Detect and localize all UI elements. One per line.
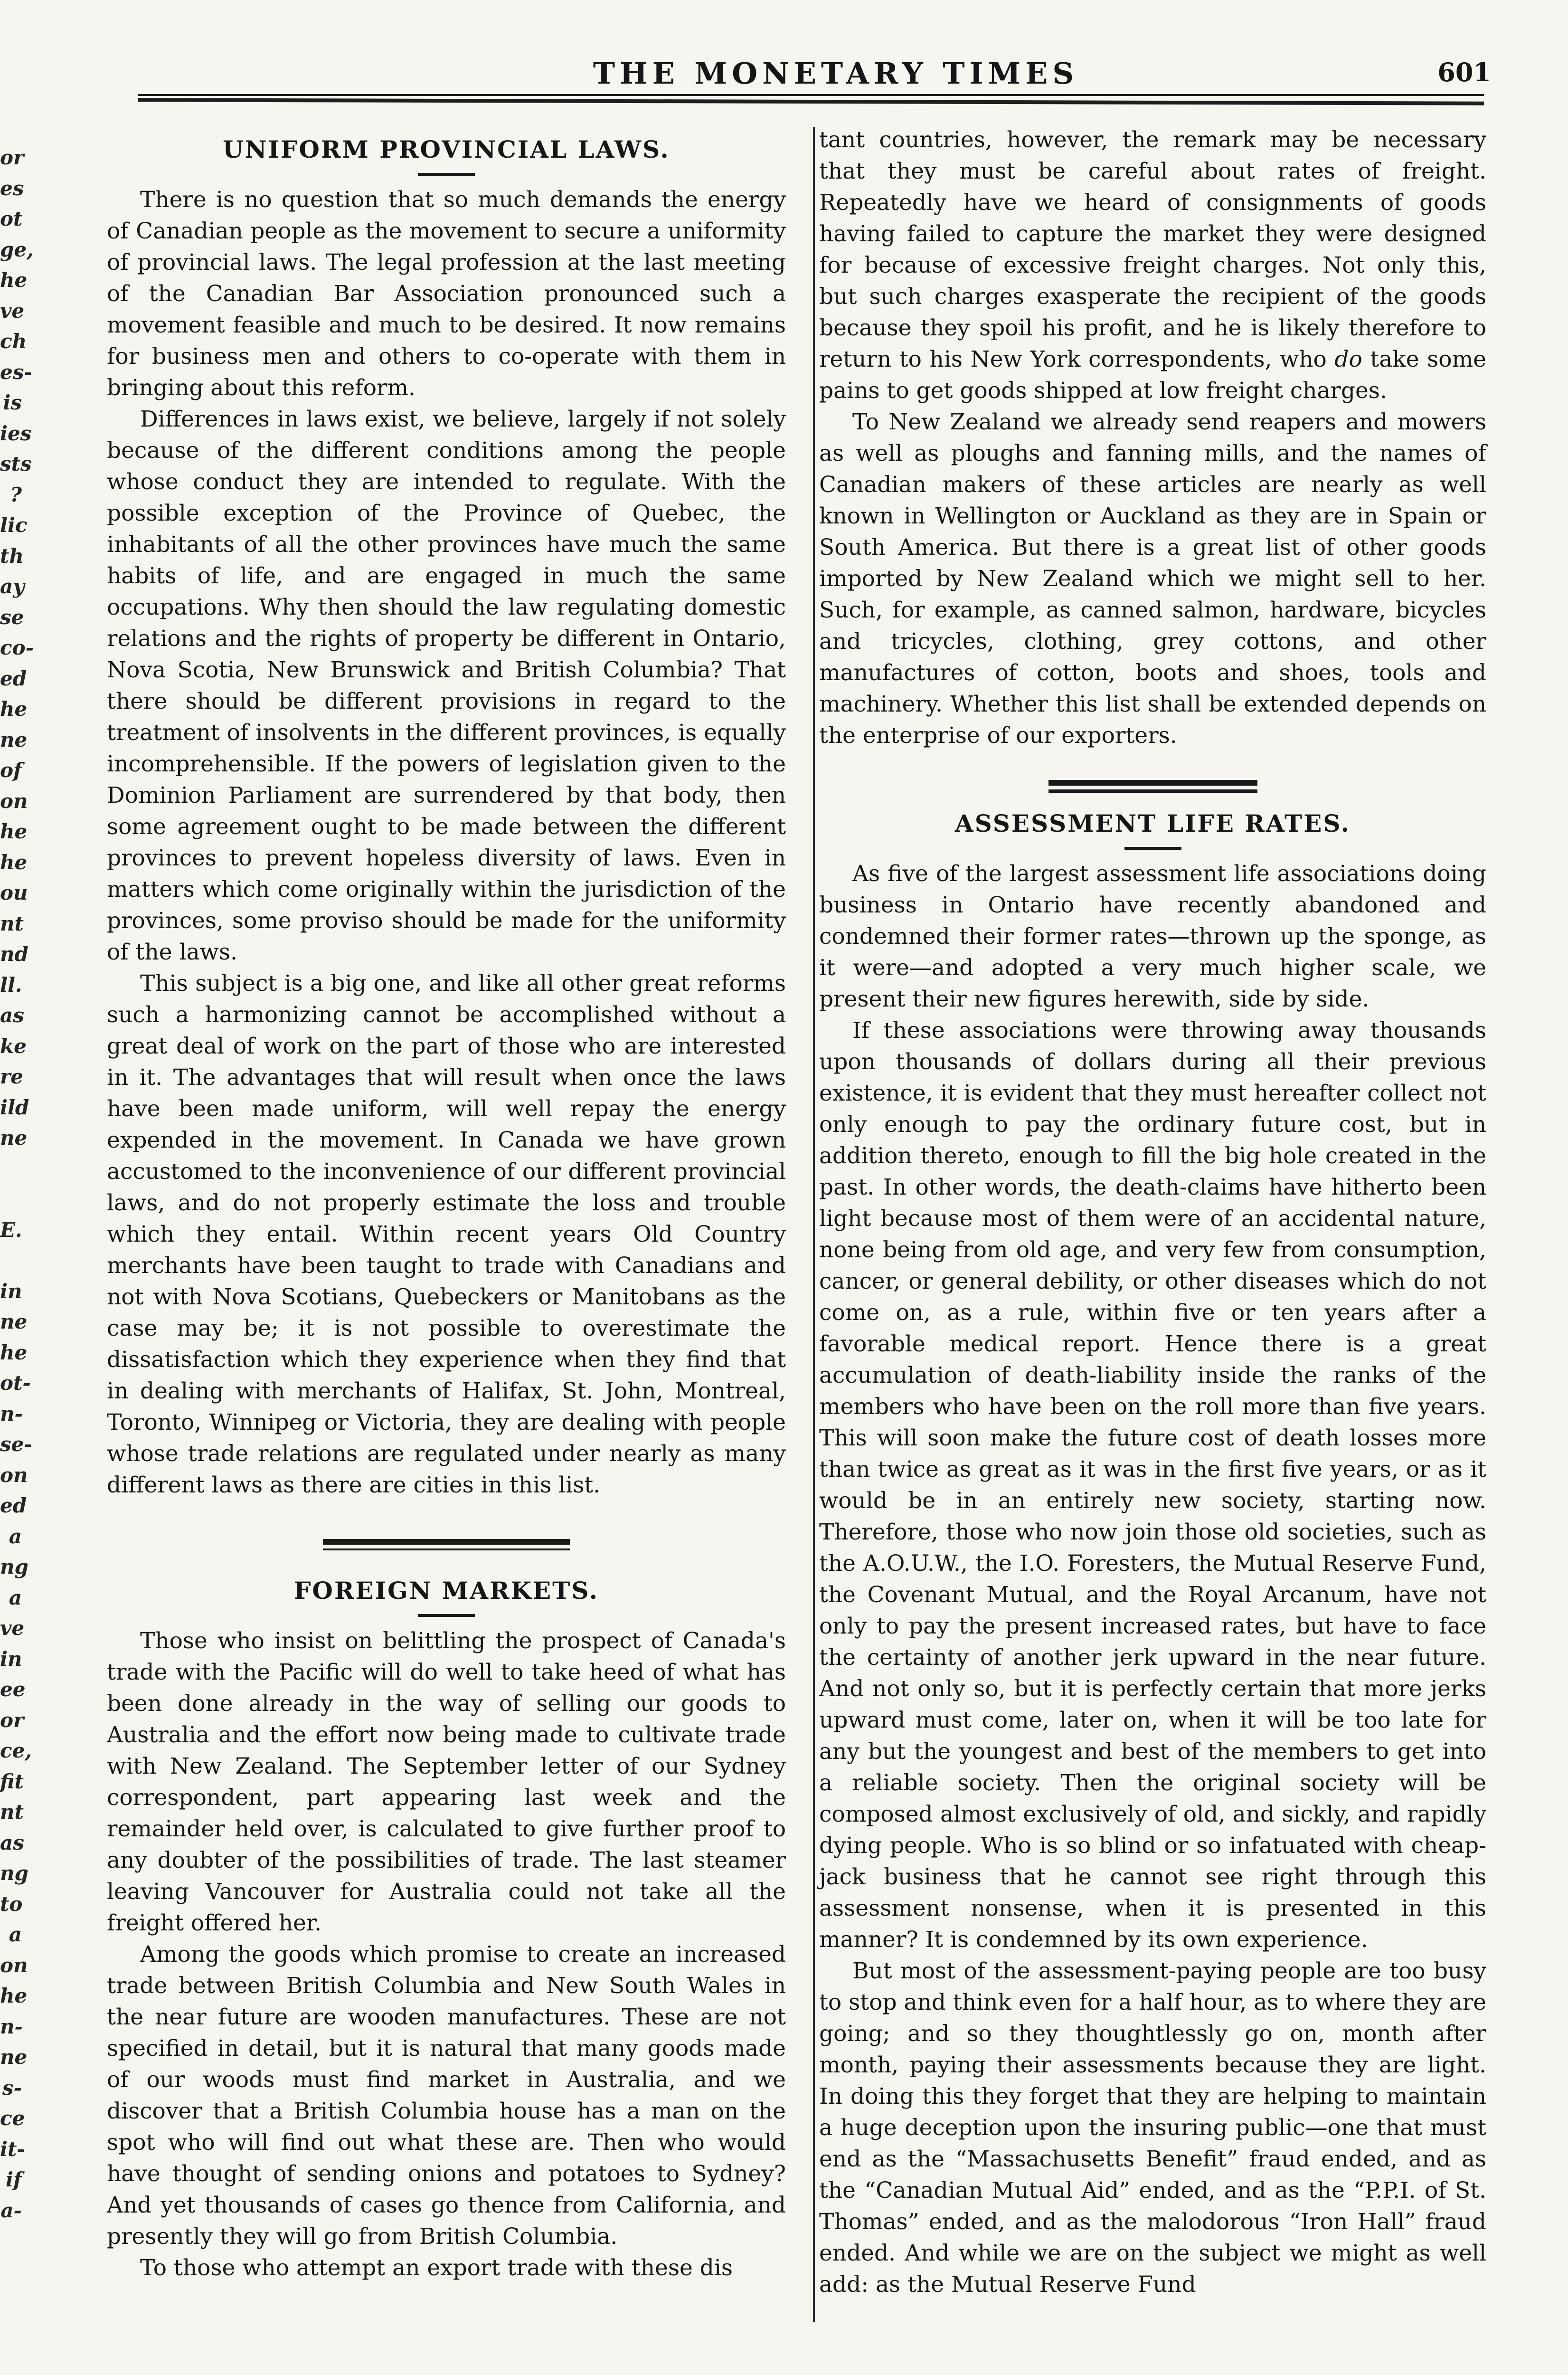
fragment-text: ay bbox=[0, 575, 25, 598]
foreign-markets-paragraph-new-zealand: To New Zealand we already send reapers and mowers as well as ploughs and fanning mills, and the names of Canadian makers of these articles are nearly as well known in Wellington or Auckland as they are in Spain or South America. But there is a great list of other goods imported by New Zealand which we might sell to her. Such, for example, as canned salmon, hardware, bicycles and tricycles, clothing, grey cottons, and other manufactures of cotton, boots and shoes, tools and machinery. Whether this list shall be extended depends on the enterprise of our exporters. bbox=[819, 409, 1486, 749]
fragment-text: as bbox=[0, 1004, 24, 1027]
fragment-text bbox=[0, 1184, 22, 1215]
fragment-text: on bbox=[0, 1953, 28, 1977]
section-divider bbox=[323, 1539, 570, 1550]
foreign-markets-paragraph-2: Among the goods which promise to create an increased trade between British Columbia and New South Wales in the near future are wooden manufactures. These are not specified in detail, but it is natural that many goods made of our woods must find market in Australia, and we discover that a British Columbia house has a man on the spot who will find out what these are. Then who would have thought of sending onions and potatoes to Sydney? And yet thousands of cases go thence from California, and presently they will go from British Columbia. bbox=[107, 1941, 786, 2250]
foreign-markets-heading: FOREIGN MARKETS. bbox=[293, 1577, 599, 1605]
foreign-markets-paragraph-3: To those who attempt an export trade with these dis bbox=[140, 2255, 733, 2281]
fragment-text: ke bbox=[0, 1034, 27, 1058]
fragment-text: re bbox=[0, 1065, 23, 1088]
fragment-text: a bbox=[9, 1524, 22, 1548]
fragment-text: ies bbox=[0, 421, 32, 445]
heading-rule bbox=[1124, 847, 1181, 850]
fragment-text: if bbox=[5, 2168, 22, 2191]
fragment-text: nt bbox=[0, 912, 24, 935]
fragment-text: n- bbox=[0, 1402, 23, 1425]
fragment-text: he bbox=[0, 850, 28, 874]
fragment-text: es- bbox=[0, 360, 32, 384]
assessment-paragraph-1: As five of the largest assessment life associations doing business in Ontario have recently abandoned and condemned their former rates—thrown up the sponge, as it were—and adopted a very much higher scale, we present their new figures herewith, side by side. bbox=[819, 861, 1486, 1012]
fragment-text: ild bbox=[0, 1095, 29, 1119]
fragment-text: th bbox=[0, 544, 24, 568]
fragment-text: or bbox=[0, 146, 24, 169]
fragment-text: ou bbox=[0, 881, 28, 904]
fragment-text: in bbox=[0, 1647, 22, 1671]
uniform-laws-paragraph-3: This subject is a big one, and like all other great reforms such a harmonizing cannot be accomplished without a great deal of work on the part of those who are interested in it. The advantages that will result when once the laws have been made uniform, will well repay the energy expended in the movement. In Canada we have grown accustomed to the inconvenience of our different provincial laws, and do not properly estimate the loss and trouble which they entail. Within recent years Old Country merchants have been taught to trade with Canadians and not with Nova Scotians, Quebeckers or Manitobans as the case may be; it is not possible to overestimate the dissatisfaction which they experience when they find that in dealing with merchants of Halifax, St. John, Montreal, Toronto, Winnipeg or Victoria, they are dealing with people whose trade relations are regulated under nearly as many different laws as there are cities in this list. bbox=[107, 970, 786, 1498]
fragment-text: s- bbox=[2, 2076, 22, 2100]
header-rule-thin bbox=[138, 94, 1484, 96]
fragment-text: ne bbox=[0, 1126, 28, 1150]
fragment-text: he bbox=[0, 1984, 28, 2007]
fragment-text: ve bbox=[0, 1616, 25, 1640]
fragment-text: se bbox=[0, 605, 24, 629]
fragment-text: ot bbox=[0, 207, 23, 230]
fragment-text: a bbox=[9, 1923, 22, 1946]
fragment-text: ed bbox=[0, 666, 27, 690]
fragment-text: fit bbox=[0, 1769, 24, 1793]
fragment-text: ce, bbox=[0, 1739, 32, 1762]
foreign-markets-continued-paragraph: tant countries, however, the remark may be necessary that they must be careful about rates of freight. Repeatedly have we heard of consignments of goods having failed to capture the market they were designed for because of excessive freight charges. Not only this, but such charges exasperate the recipient of the goods because they spoil his profit, and he is likely therefore to return to his New York correspondents, who do take some pains to get goods shipped at low freight charges. bbox=[819, 127, 1486, 404]
fragment-text: he bbox=[0, 697, 28, 721]
fragment-text: he bbox=[0, 268, 28, 292]
fragment-text: on bbox=[0, 1463, 28, 1487]
page-header-title: THE MONETARY TIMES bbox=[593, 56, 1079, 91]
fragment-text: a bbox=[9, 1586, 22, 1609]
fragment-text: co- bbox=[0, 636, 34, 659]
fragment-text: ce bbox=[0, 2107, 25, 2130]
fragment-text: E. bbox=[0, 1218, 22, 1242]
fragment-text: ? bbox=[10, 483, 22, 506]
fragment-text: ne bbox=[0, 1310, 28, 1333]
right-column bbox=[819, 124, 1486, 2300]
fragment-text: nt bbox=[0, 1800, 24, 1824]
uniform-laws-heading: UNIFORM PROVINCIAL LAWS. bbox=[223, 135, 670, 163]
fragment-text: ng bbox=[0, 1862, 28, 1885]
fragment-text: a- bbox=[0, 2198, 22, 2222]
fragment-text: ge, bbox=[0, 238, 34, 261]
fragment-text bbox=[0, 1154, 22, 1185]
heading-rule bbox=[418, 1614, 475, 1617]
fragment-text: of bbox=[0, 759, 22, 782]
header-rule-thick bbox=[138, 98, 1484, 105]
fragment-text: ee bbox=[0, 1678, 26, 1701]
fragment-text: is bbox=[3, 391, 22, 414]
left-column bbox=[107, 133, 786, 2284]
fragment-text: ll. bbox=[0, 973, 22, 997]
uniform-laws-paragraph-1: There is no question that so much demands the energy of Canadian people as the movement to secure a uniformity of provincial laws. The legal profession at the last meeting of the Canadian Bar Association pronounced such a movement feasible and much to be desired. It now remains for business men and others to co-operate with them in bringing about this reform. bbox=[107, 187, 786, 401]
fragment-text: ne bbox=[0, 2045, 28, 2069]
emphasis-do: do bbox=[1334, 346, 1362, 372]
fragment-text: to bbox=[0, 1892, 23, 1916]
fragment-text: he bbox=[0, 1340, 28, 1364]
foreign-markets-paragraph-1: Those who insist on belittling the prospect of Canada's trade with the Pacific will do well to take heed of what has been done already in the way of selling our goods to Australia and the effort now being made to cultivate trade with New Zealand. The September letter of our Sydney correspondent, part appearing last week and the remainder held over, is calculated to give further proof to any doubter of the possibilities of trade. The last steamer leaving Vancouver for Australia could not take all the freight offered her. bbox=[107, 1628, 786, 1936]
fragment-text: es bbox=[0, 176, 24, 200]
fragment-text: in bbox=[0, 1279, 22, 1303]
fragment-text bbox=[0, 1245, 22, 1276]
fragment-text: ng bbox=[0, 1555, 28, 1578]
facing-page-fragments bbox=[0, 142, 34, 2232]
assessment-paragraph-3: But most of the assessment-paying people are too busy to stop and think even for a half hour, as to where they are going; and so they thoughtlessly go on, month after month, paying their assessments because they are light. In doing this they forget that they are helping to maintain a huge deception upon the insuring public—one that must end as the “Massachusetts Benefit” fraud ended, and as the “Canadian Mutual Aid” ended, and as the “P.P.I. of St. Thomas” ended, and as the malodorous “Iron Hall” fraud ended. And while we are on the subject we might as well add: as the Mutual Reserve Fund bbox=[819, 1958, 1486, 2298]
fragment-text: ne bbox=[0, 728, 28, 751]
page-number: 601 bbox=[1437, 57, 1491, 87]
fragment-text: sts bbox=[0, 452, 32, 475]
fragment-text: ot- bbox=[0, 1371, 31, 1395]
column-divider bbox=[813, 127, 815, 2322]
fragment-text: he bbox=[0, 820, 28, 843]
heading-rule bbox=[418, 173, 475, 176]
assessment-paragraph-2: If these associations were throwing away thousands upon thousands of dollars during all their previous existence, it is evident that they must hereafter collect not only enough to pay the ordinary future cost, but in addition thereto, enough to fill the big hole created in the past. In other words, the death-claims have hitherto been light because most of them were of an accidental nature, none being from old age, and very few from consumption, cancer, or general debility, or other diseases which do not come on, as a rule, within five or ten years after a favorable medical report. Hence there is a great accumulation of death-liability inside the ranks of the members who have been on the roll more than five years. This will soon make the future cost of death losses more than twice as great as it was in the first five years, or as it would be in an entirely new society, starting now. Therefore, those who now join those old societies, such as the A.O.U.W., the I.O. Foresters, the Mutual Reserve Fund, the Covenant Mutual, and the Royal Arcanum, have not only to pay the present increased rates, but have to face the certainty of another jerk upward in the near future. And not only so, but it is perfectly certain that more jerks upward must come, later on, when it will be too late for any but the youngest and best of the members to get into a reliable society. Then the original society will be composed almost exclusively of old, and sickly, and rapidly dying people. Who is so blind or so infatuated with cheap-jack business that he cannot see right through this assessment nonsense, when it is presented in this manner? It is condemned by its own experience. bbox=[819, 1017, 1486, 1953]
assessment-rates-heading: ASSESSMENT LIFE RATES. bbox=[954, 809, 1351, 837]
fragment-text: on bbox=[0, 789, 28, 813]
fragment-text: ve bbox=[0, 299, 25, 323]
fragment-text: ed bbox=[0, 1494, 27, 1517]
fragment-text: as bbox=[0, 1831, 24, 1854]
fragment-text: nd bbox=[0, 942, 28, 966]
uniform-laws-paragraph-2: Differences in laws exist, we believe, largely if not solely because of the different conditions among the people whose conduct they are intended to regulate. With the possible exception of the Province of Quebec, the inhabitants of all the other provinces have much the same habits of life, and are engaged in much the same occupations. Why then should the law regulating domestic relations and the rights of property be different in Ontario, Nova Scotia, New Brunswick and British Columbia? That there should be different provisions in regard to the treatment of insolvents in the different provinces, is equally incomprehensible. If the powers of legislation given to the Dominion Parliament are surrendered by that body, then some agreement ought to be made between the different provinces to prevent hopeless diversity of laws. Even in matters which come originally within the jurisdiction of the provinces, some proviso should be made for the uniformity of the laws. bbox=[107, 406, 786, 965]
fragment-text: ch bbox=[0, 330, 27, 353]
fragment-text: n- bbox=[0, 2014, 23, 2038]
fragment-text: lic bbox=[0, 513, 28, 537]
fragment-text: it- bbox=[0, 2137, 25, 2161]
fragment-text: or bbox=[0, 1708, 24, 1732]
section-divider bbox=[1048, 780, 1257, 793]
fragment-text: se- bbox=[0, 1433, 32, 1456]
